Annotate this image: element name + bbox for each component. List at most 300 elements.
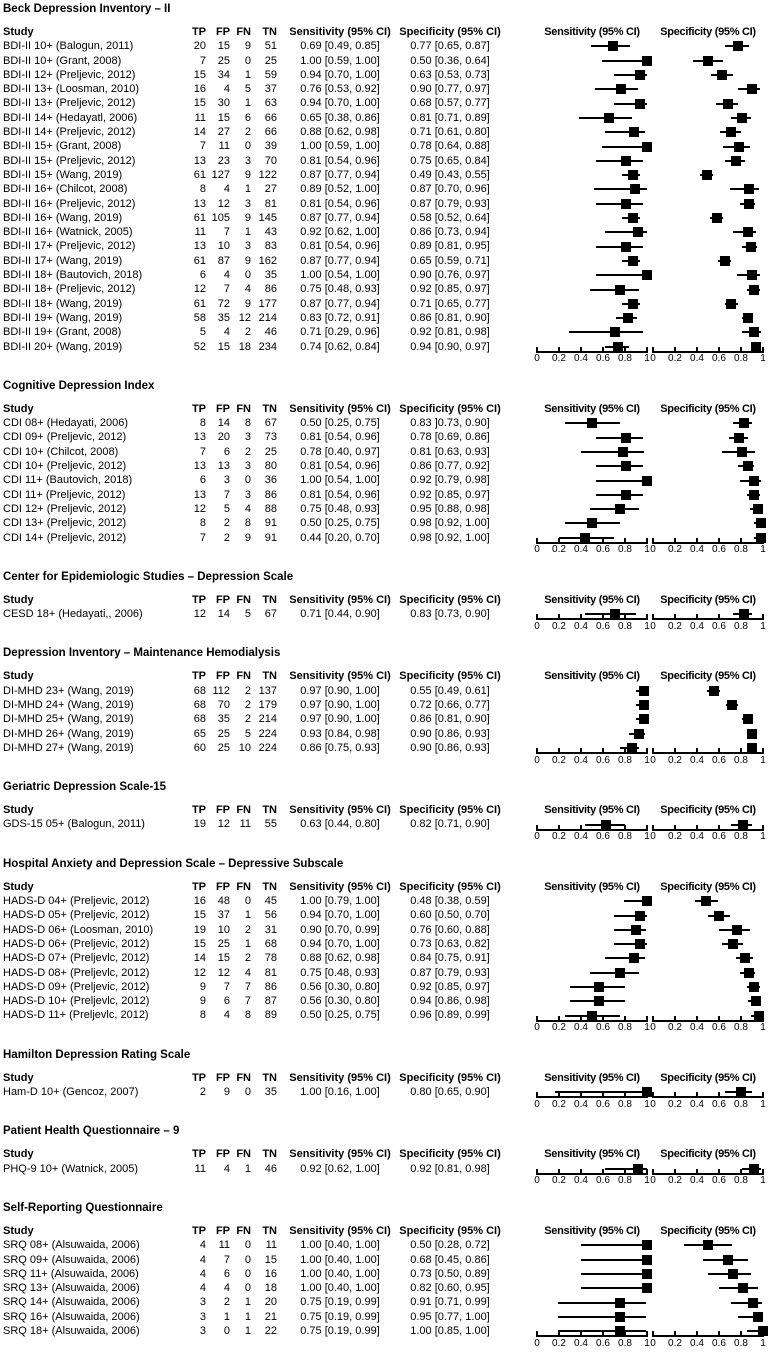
axis-tick-label: 0.2 bbox=[668, 620, 682, 632]
axis-tick-label: 0 bbox=[650, 1098, 656, 1110]
sensitivity-forest-cell bbox=[537, 125, 647, 139]
sensitivity-ci-text: 0.94 [0.70, 1.00] bbox=[300, 97, 380, 110]
col-header-fp: FP bbox=[215, 1148, 230, 1161]
col-header-tp: TP bbox=[191, 1148, 206, 1161]
sensitivity-ci-text: 0.63 [0.44, 0.80] bbox=[300, 818, 380, 831]
tn-value: 224 bbox=[258, 741, 277, 754]
fn-value: 1 bbox=[244, 909, 251, 922]
specificity-axis bbox=[650, 825, 766, 844]
specificity-point-marker bbox=[747, 84, 757, 94]
tp-value: 7 bbox=[199, 54, 206, 67]
col-header-specificity: Specificity (95% CI) bbox=[399, 880, 501, 893]
tp-value: 61 bbox=[193, 211, 206, 224]
col-header-tp: TP bbox=[191, 804, 206, 817]
specificity-ci-text: 0.68 [0.45, 0.86] bbox=[410, 1253, 490, 1266]
table-header-row bbox=[3, 593, 769, 607]
col-header-sensitivity-plot: Sensitivity (95% CI) bbox=[544, 1224, 640, 1237]
axis-tick bbox=[740, 614, 742, 620]
section-table bbox=[3, 1147, 769, 1188]
col-header-tn: TN bbox=[262, 1148, 277, 1161]
tn-value: 81 bbox=[264, 197, 277, 210]
fn-value: 0 bbox=[244, 140, 251, 153]
specificity-point-marker bbox=[734, 142, 744, 152]
fp-value: 25 bbox=[217, 741, 230, 754]
col-header-study: Study bbox=[3, 1148, 34, 1161]
study-label: SRQ 14+ (Alsuwaida, 2006) bbox=[3, 1296, 140, 1309]
axis-tick bbox=[536, 538, 538, 544]
fn-value: 0 bbox=[244, 1282, 251, 1295]
study-label: BDI-II 16+ (Watnick, 2005) bbox=[3, 226, 133, 239]
axis-tick-label: 0.6 bbox=[596, 1098, 610, 1110]
fn-value: 1 bbox=[244, 68, 251, 81]
tn-value: 43 bbox=[264, 226, 277, 239]
axis-tick bbox=[558, 1092, 560, 1098]
study-label: DI-MHD 23+ (Wang, 2019) bbox=[3, 684, 134, 697]
sensitivity-ci-text: 0.50 [0.25, 0.75] bbox=[300, 417, 380, 430]
spacer bbox=[505, 402, 537, 416]
specificity-ci-text: 0.92 [0.85, 0.97] bbox=[410, 283, 490, 296]
col-header-fp: FP bbox=[215, 880, 230, 893]
axis-tick-label: 0.4 bbox=[690, 831, 704, 843]
sensitivity-point-marker bbox=[629, 127, 639, 137]
axis-tick bbox=[558, 1169, 560, 1175]
fn-value: 0 bbox=[244, 1086, 251, 1099]
tp-value: 12 bbox=[193, 283, 206, 296]
sensitivity-forest-cell bbox=[537, 937, 647, 951]
specificity-axis bbox=[650, 1331, 766, 1350]
fn-value: 0 bbox=[244, 1239, 251, 1252]
specificity-ci-text: 0.83 [0.73, 0.90] bbox=[410, 608, 490, 621]
fp-value: 2 bbox=[223, 517, 230, 530]
tp-value: 12 bbox=[193, 608, 206, 621]
sensitivity-axis bbox=[534, 1169, 650, 1188]
col-header-sensitivity: Sensitivity (95% CI) bbox=[289, 1071, 391, 1084]
sensitivity-point-marker bbox=[621, 490, 631, 500]
fn-value: 9 bbox=[244, 254, 251, 267]
sensitivity-point-marker bbox=[587, 518, 597, 528]
fn-value: 3 bbox=[244, 154, 251, 167]
specificity-forest-cell bbox=[653, 502, 763, 516]
fp-value: 6 bbox=[223, 1267, 230, 1280]
col-header-tp: TP bbox=[191, 26, 206, 38]
sensitivity-ci-line bbox=[558, 1316, 646, 1318]
specificity-axis bbox=[650, 1169, 766, 1188]
spacer bbox=[505, 445, 537, 459]
axis-tick bbox=[740, 1169, 742, 1175]
specificity-forest-cell bbox=[653, 282, 763, 296]
axis-tick-label: 0.8 bbox=[734, 1337, 748, 1349]
study-label: HADS-D 06+ (Loosman, 2010) bbox=[3, 923, 154, 936]
axis-tick-label: 0 bbox=[534, 1175, 540, 1187]
axis-tick-label: 0.8 bbox=[734, 353, 748, 365]
axis-tick-label: 0.2 bbox=[668, 1175, 682, 1187]
scale-section bbox=[3, 1048, 769, 1112]
tp-value: 15 bbox=[193, 909, 206, 922]
axis-tick-label: 0.6 bbox=[712, 353, 726, 365]
col-header-fn: FN bbox=[236, 804, 251, 817]
sensitivity-point-marker bbox=[642, 1283, 652, 1293]
specificity-forest-cell bbox=[653, 254, 763, 268]
axis-tick-label: 0.8 bbox=[618, 831, 632, 843]
table-header-row bbox=[3, 402, 769, 416]
study-label: BDI-II 14+ (Hedayatl, 2006) bbox=[3, 111, 138, 124]
specificity-ci-text: 0.86 [0.73, 0.94] bbox=[410, 226, 490, 239]
specificity-point-marker bbox=[749, 982, 759, 992]
axis-tick bbox=[646, 1092, 648, 1098]
study-label: CDI 11+ (Preljevic, 2012) bbox=[3, 488, 126, 501]
axis-tick-label: 1 bbox=[760, 544, 766, 556]
axis-tick bbox=[696, 1169, 698, 1175]
spacer bbox=[505, 1267, 537, 1281]
axis-tick-label: 0.8 bbox=[618, 1175, 632, 1187]
sensitivity-ci-line bbox=[596, 203, 642, 205]
fp-value: 6 bbox=[223, 445, 230, 458]
study-row bbox=[3, 966, 769, 980]
axis-tick bbox=[602, 1092, 604, 1098]
fp-value: 37 bbox=[217, 909, 230, 922]
axis-tick-label: 0.4 bbox=[574, 831, 588, 843]
spacer bbox=[505, 39, 537, 53]
sensitivity-forest-cell bbox=[537, 488, 647, 502]
sensitivity-point-marker bbox=[587, 418, 597, 428]
fp-value: 0 bbox=[223, 1325, 230, 1337]
col-header-sensitivity: Sensitivity (95% CI) bbox=[289, 593, 391, 606]
tp-value: 68 bbox=[193, 713, 206, 726]
study-label: HADS-D 08+ (Preljevlc, 2012) bbox=[3, 966, 150, 979]
specificity-forest-cell bbox=[653, 488, 763, 502]
sensitivity-forest-cell bbox=[537, 82, 647, 96]
table-rows bbox=[3, 39, 769, 354]
sensitivity-ci-line bbox=[558, 1302, 646, 1304]
sensitivity-axis bbox=[534, 614, 650, 633]
fp-value: 4 bbox=[223, 183, 230, 196]
axis-tick bbox=[762, 538, 764, 544]
sensitivity-ci-text: 0.75 [0.48, 0.93] bbox=[300, 283, 380, 296]
col-header-specificity: Specificity (95% CI) bbox=[399, 1071, 501, 1084]
axis-tick bbox=[624, 1331, 626, 1337]
tn-value: 88 bbox=[264, 502, 277, 515]
sensitivity-ci-line bbox=[596, 246, 642, 248]
spacer bbox=[505, 254, 537, 268]
tp-value: 16 bbox=[193, 895, 206, 908]
spacer bbox=[505, 966, 537, 980]
study-label: HADS-D 10+ (Preljevlc, 2012) bbox=[3, 995, 150, 1008]
spacer bbox=[505, 1310, 537, 1324]
fp-value: 7 bbox=[223, 1253, 230, 1266]
section-table bbox=[3, 669, 769, 767]
specificity-forest-cell bbox=[653, 516, 763, 530]
fp-value: 12 bbox=[217, 197, 230, 210]
spacer bbox=[505, 459, 537, 473]
sensitivity-forest-cell bbox=[537, 297, 647, 311]
axis-tick bbox=[696, 1016, 698, 1022]
study-label: BDI-II 19+ (Grant, 2008) bbox=[3, 326, 122, 339]
specificity-forest-cell bbox=[653, 712, 763, 726]
sensitivity-point-marker bbox=[639, 714, 649, 724]
specificity-forest-cell bbox=[653, 727, 763, 741]
study-label: CDI 13+ (Preljevic, 2012) bbox=[3, 517, 127, 530]
axis-tick bbox=[718, 347, 720, 353]
sensitivity-point-marker bbox=[635, 99, 645, 109]
tp-value: 5 bbox=[199, 326, 206, 339]
specificity-ci-text: 0.87 [0.70, 0.96] bbox=[410, 183, 490, 196]
study-row bbox=[3, 111, 769, 125]
specificity-forest-cell bbox=[653, 311, 763, 325]
axis-tick-label: 0.2 bbox=[668, 544, 682, 556]
tn-value: 66 bbox=[264, 111, 277, 124]
sensitivity-forest-cell bbox=[537, 1238, 647, 1252]
fp-value: 14 bbox=[217, 608, 230, 621]
specificity-point-marker bbox=[723, 1255, 733, 1265]
specificity-ci-text: 0.82 [0.60, 0.95] bbox=[410, 1282, 490, 1295]
axis-tick-label: 0.4 bbox=[690, 620, 704, 632]
study-label: SRQ 16+ (Alsuwaida, 2006) bbox=[3, 1310, 140, 1323]
study-row bbox=[3, 39, 769, 53]
axis-tick-label: 0.2 bbox=[552, 1022, 566, 1034]
axis-tick bbox=[580, 347, 582, 353]
section-table bbox=[3, 1071, 769, 1112]
sensitivity-forest-cell bbox=[537, 1295, 647, 1309]
tp-value: 14 bbox=[193, 952, 206, 965]
specificity-point-marker bbox=[747, 729, 757, 739]
fp-value: 15 bbox=[217, 40, 230, 53]
sensitivity-forest-cell bbox=[537, 430, 647, 444]
specificity-point-marker bbox=[743, 313, 753, 323]
study-label: HADS-D 04+ (Preljevic, 2012) bbox=[3, 895, 150, 908]
tn-value: 31 bbox=[264, 923, 277, 936]
axis-tick-label: 1 bbox=[760, 353, 766, 365]
axis-tick-label: 1 bbox=[644, 1098, 650, 1110]
sensitivity-point-marker bbox=[631, 925, 641, 935]
scale-section bbox=[3, 570, 769, 634]
fp-value: 5 bbox=[223, 502, 230, 515]
axis-tick bbox=[624, 614, 626, 620]
axis-tick bbox=[762, 614, 764, 620]
sensitivity-forest-cell bbox=[537, 111, 647, 125]
specificity-forest-cell bbox=[653, 54, 763, 68]
sensitivity-ci-line bbox=[581, 451, 644, 453]
sensitivity-point-marker bbox=[642, 476, 652, 486]
specificity-point-marker bbox=[732, 925, 742, 935]
axis-tick-label: 1 bbox=[760, 831, 766, 843]
axis-tick bbox=[762, 1169, 764, 1175]
axis-tick-label: 0.4 bbox=[574, 754, 588, 766]
axis-tick-label: 0.8 bbox=[618, 1337, 632, 1349]
specificity-forest-cell bbox=[653, 1295, 763, 1309]
spacer bbox=[505, 82, 537, 96]
sensitivity-forest-cell bbox=[537, 445, 647, 459]
tp-value: 6 bbox=[199, 269, 206, 282]
tp-value: 11 bbox=[194, 111, 206, 124]
sensitivity-point-marker bbox=[642, 270, 652, 280]
sensitivity-ci-text: 1.00 [0.40, 1.00] bbox=[300, 1282, 380, 1295]
sensitivity-ci-text: 0.75 [0.19, 0.99] bbox=[300, 1296, 380, 1309]
specificity-axis bbox=[650, 1016, 766, 1035]
sensitivity-point-marker bbox=[621, 242, 631, 252]
study-label: BDI-II 10+ (Balogun, 2011) bbox=[3, 40, 134, 53]
sensitivity-ci-text: 1.00 [0.54, 1.00] bbox=[300, 474, 380, 487]
specificity-forest-cell bbox=[653, 994, 763, 1008]
tn-value: 78 bbox=[264, 952, 277, 965]
specificity-point-marker bbox=[743, 714, 753, 724]
sensitivity-ci-text: 0.44 [0.20, 0.70] bbox=[300, 531, 380, 544]
study-row bbox=[3, 445, 769, 459]
study-row bbox=[3, 980, 769, 994]
specificity-ci-text: 0.87 [0.79, 0.93] bbox=[410, 197, 490, 210]
axis-tick-label: 0.6 bbox=[596, 544, 610, 556]
sensitivity-ci-text: 0.87 [0.77, 0.94] bbox=[300, 297, 380, 310]
spacer bbox=[3, 748, 537, 767]
specificity-ci-text: 0.81 [0.71, 0.89] bbox=[410, 111, 490, 124]
section-title: Hamilton Depression Rating Scale bbox=[3, 1048, 191, 1061]
specificity-axis bbox=[650, 347, 766, 366]
col-header-tn: TN bbox=[262, 880, 277, 893]
specificity-ci-text: 0.86 [0.77, 0.92] bbox=[410, 460, 490, 473]
axis-tick bbox=[536, 614, 538, 620]
axis-tick-label: 0.4 bbox=[574, 1098, 588, 1110]
study-label: CDI 12+ (Preljevic, 2012) bbox=[3, 502, 127, 515]
tn-value: 18 bbox=[264, 1282, 277, 1295]
axis-tick bbox=[558, 748, 560, 754]
study-label: CESD 18+ (Hedayati,, 2006) bbox=[3, 608, 143, 621]
sensitivity-point-marker bbox=[616, 84, 626, 94]
fn-value: 4 bbox=[244, 966, 251, 979]
axis-tick bbox=[674, 1169, 676, 1175]
axis-tick bbox=[602, 1016, 604, 1022]
spacer bbox=[505, 880, 537, 894]
study-label: HADS-D 11+ (Preljevlc, 2012) bbox=[3, 1009, 149, 1022]
tp-value: 7 bbox=[199, 531, 206, 544]
fn-value: 0 bbox=[244, 54, 251, 67]
specificity-ci-text: 0.75 [0.65, 0.84] bbox=[410, 154, 490, 167]
tn-value: 20 bbox=[264, 1296, 277, 1309]
sensitivity-ci-text: 0.97 [0.90, 1.00] bbox=[300, 684, 380, 697]
specificity-forest-cell bbox=[653, 39, 763, 53]
study-row bbox=[3, 54, 769, 68]
spacer bbox=[505, 951, 537, 965]
spacer bbox=[505, 125, 537, 139]
col-header-sensitivity: Sensitivity (95% CI) bbox=[289, 402, 391, 415]
tn-value: 83 bbox=[264, 240, 277, 253]
study-label: CDI 10+ (Preljevic, 2012) bbox=[3, 460, 127, 473]
study-row bbox=[3, 254, 769, 268]
axis-tick-label: 0.6 bbox=[712, 1022, 726, 1034]
study-label: BDI-II 17+ (Wang, 2019) bbox=[3, 254, 123, 267]
study-label: BDI-II 20+ (Wang, 2019) bbox=[3, 340, 123, 353]
study-row bbox=[3, 1253, 769, 1267]
fn-value: 2 bbox=[244, 952, 251, 965]
tn-value: 68 bbox=[264, 937, 277, 950]
sensitivity-ci-text: 0.81 [0.54, 0.96] bbox=[300, 154, 380, 167]
axis-tick-label: 0.4 bbox=[690, 544, 704, 556]
study-row bbox=[3, 325, 769, 339]
col-header-sensitivity-plot: Sensitivity (95% CI) bbox=[544, 1148, 640, 1161]
col-header-specificity-plot: Specificity (95% CI) bbox=[660, 880, 756, 893]
study-row bbox=[3, 297, 769, 311]
spacer bbox=[505, 593, 537, 607]
sensitivity-point-marker bbox=[604, 113, 614, 123]
tn-value: 25 bbox=[264, 54, 277, 67]
specificity-forest-cell bbox=[653, 445, 763, 459]
tp-value: 12 bbox=[193, 502, 206, 515]
sensitivity-forest-cell bbox=[537, 727, 647, 741]
axis-tick bbox=[740, 1092, 742, 1098]
specificity-forest-cell bbox=[653, 211, 763, 225]
fp-value: 4 bbox=[223, 1009, 230, 1022]
study-label: BDI-II 16+ (Chilcot, 2008) bbox=[3, 183, 128, 196]
section-table bbox=[3, 880, 769, 1035]
col-header-sensitivity: Sensitivity (95% CI) bbox=[289, 670, 391, 683]
spacer bbox=[505, 669, 537, 683]
sensitivity-forest-cell bbox=[537, 502, 647, 516]
tp-value: 9 bbox=[199, 995, 206, 1008]
axis-tick-label: 0.8 bbox=[734, 1098, 748, 1110]
sensitivity-ci-text: 1.00 [0.40, 1.00] bbox=[300, 1267, 380, 1280]
axis-tick bbox=[652, 825, 654, 831]
tn-value: 56 bbox=[264, 909, 277, 922]
study-row bbox=[3, 1295, 769, 1309]
sensitivity-ci-text: 0.71 [0.29, 0.96] bbox=[300, 326, 380, 339]
specificity-forest-cell bbox=[653, 225, 763, 239]
sensitivity-forest-cell bbox=[537, 459, 647, 473]
sensitivity-forest-cell bbox=[537, 894, 647, 908]
col-header-study: Study bbox=[3, 1071, 34, 1084]
axis-tick bbox=[602, 825, 604, 831]
specificity-point-marker bbox=[744, 199, 754, 209]
axis-row bbox=[3, 538, 769, 557]
tn-value: 51 bbox=[264, 40, 277, 53]
spacer bbox=[505, 68, 537, 82]
fn-value: 2 bbox=[244, 713, 251, 726]
sensitivity-axis bbox=[534, 347, 650, 366]
tn-value: 122 bbox=[258, 168, 277, 181]
tn-value: 86 bbox=[264, 283, 277, 296]
axis-tick bbox=[580, 1169, 582, 1175]
specificity-point-marker bbox=[748, 1298, 758, 1308]
fn-value: 6 bbox=[244, 111, 251, 124]
tp-value: 4 bbox=[199, 1253, 206, 1266]
axis-tick bbox=[696, 614, 698, 620]
study-label: Ham-D 10+ (Gencoz, 2007) bbox=[3, 1086, 139, 1099]
spacer bbox=[505, 96, 537, 110]
sensitivity-forest-cell bbox=[537, 39, 647, 53]
study-row bbox=[3, 516, 769, 530]
specificity-ci-text: 0.86 [0.81, 0.90] bbox=[410, 713, 490, 726]
study-row bbox=[3, 712, 769, 726]
sensitivity-ci-text: 0.50 [0.25, 0.75] bbox=[300, 517, 380, 530]
specificity-point-marker bbox=[747, 270, 757, 280]
specificity-ci-text: 0.48 [0.38, 0.59] bbox=[410, 895, 490, 908]
specificity-forest-cell bbox=[653, 139, 763, 153]
axis-tick-label: 0.6 bbox=[596, 353, 610, 365]
sensitivity-ci-text: 0.92 [0.62, 1.00] bbox=[300, 1162, 380, 1175]
sensitivity-axis bbox=[534, 748, 650, 767]
study-row bbox=[3, 139, 769, 153]
study-row bbox=[3, 125, 769, 139]
fp-value: 2 bbox=[223, 531, 230, 544]
study-label: BDI-II 16+ (Wang, 2019) bbox=[3, 211, 123, 224]
axis-row bbox=[3, 825, 769, 844]
axis-tick-label: 0.4 bbox=[690, 1337, 704, 1349]
axis-tick bbox=[536, 1331, 538, 1337]
sensitivity-forest-cell bbox=[537, 325, 647, 339]
sensitivity-forest-cell bbox=[537, 698, 647, 712]
scale-section bbox=[3, 2, 769, 366]
spacer bbox=[505, 937, 537, 951]
col-header-study: Study bbox=[3, 402, 34, 415]
specificity-point-marker bbox=[701, 896, 711, 906]
specificity-axis bbox=[650, 748, 766, 767]
